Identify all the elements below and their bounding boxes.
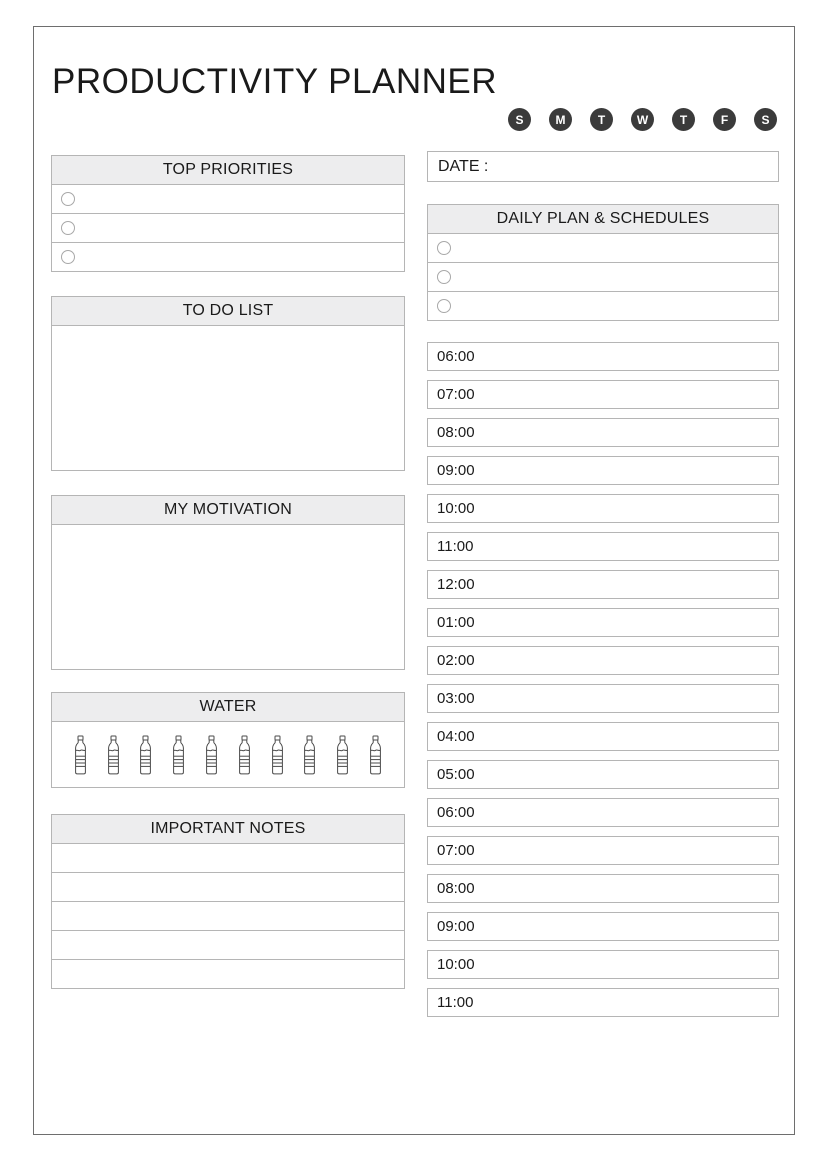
schedule-time-label: 03:00 [437, 690, 475, 707]
schedule-slot[interactable] [427, 418, 779, 447]
checkbox-circle-icon[interactable] [437, 299, 451, 313]
schedule-slot[interactable] [427, 380, 779, 409]
important-note-row[interactable] [51, 873, 405, 902]
schedule-slot[interactable] [427, 684, 779, 713]
schedule-slot[interactable] [427, 950, 779, 979]
schedule-time-label: 10:00 [437, 956, 475, 973]
checkbox-circle-icon[interactable] [437, 270, 451, 284]
schedule-time-label: 11:00 [437, 994, 474, 1011]
top-priorities-rows [51, 185, 405, 272]
spacer [51, 471, 405, 495]
schedule-time-label: 12:00 [437, 576, 475, 593]
schedule-time-label: 06:00 [437, 348, 475, 365]
left-column [51, 155, 405, 989]
schedule-slot[interactable] [427, 798, 779, 827]
schedule-slot[interactable] [427, 722, 779, 751]
schedule-slot[interactable] [427, 836, 779, 865]
schedule-slot[interactable] [427, 988, 779, 1017]
weekday-saturday[interactable]: S [754, 108, 777, 131]
water-bottle-tracker[interactable] [51, 722, 405, 788]
checkbox-circle-icon[interactable] [437, 241, 451, 255]
date-label: DATE : [438, 157, 489, 175]
water-bottle-icon[interactable] [334, 735, 351, 775]
important-note-row[interactable] [51, 844, 405, 873]
spacer [51, 272, 405, 296]
checkbox-circle-icon[interactable] [61, 221, 75, 235]
schedule-slot[interactable] [427, 912, 779, 941]
daily-plan-row[interactable] [427, 292, 779, 321]
water-section [51, 692, 405, 788]
to-do-list-input[interactable] [51, 326, 405, 471]
water-bottle-icon[interactable] [72, 735, 89, 775]
important-note-row[interactable] [51, 902, 405, 931]
water-bottle-icon[interactable] [367, 735, 384, 775]
schedule-time-label: 07:00 [437, 386, 475, 403]
water-bottle-icon[interactable] [301, 735, 318, 775]
schedule-time-label: 05:00 [437, 766, 475, 783]
schedule-time-list [427, 342, 779, 1017]
important-notes-header: IMPORTANT NOTES [51, 814, 405, 844]
schedule-slot[interactable] [427, 342, 779, 371]
schedule-time-label: 04:00 [437, 728, 475, 745]
daily-plan-rows [427, 234, 779, 321]
schedule-time-label: 08:00 [437, 424, 475, 441]
schedule-slot[interactable] [427, 874, 779, 903]
my-motivation-input[interactable] [51, 525, 405, 670]
date-field[interactable] [427, 151, 779, 182]
schedule-time-label: 11:00 [437, 538, 474, 555]
daily-plan-header: DAILY PLAN & SCHEDULES [427, 204, 779, 234]
water-bottle-icon[interactable] [236, 735, 253, 775]
weekday-selector[interactable] [508, 108, 777, 131]
top-priorities-header: TOP PRIORITIES [51, 155, 405, 185]
schedule-slot[interactable] [427, 608, 779, 637]
schedule-slot[interactable] [427, 760, 779, 789]
schedule-time-label: 07:00 [437, 842, 475, 859]
water-header: WATER [51, 692, 405, 722]
weekday-sunday[interactable]: S [508, 108, 531, 131]
weekday-tuesday[interactable]: T [590, 108, 613, 131]
spacer [51, 788, 405, 814]
top-priority-row[interactable] [51, 185, 405, 214]
weekday-monday[interactable]: M [549, 108, 572, 131]
schedule-time-label: 02:00 [437, 652, 475, 669]
water-bottle-icon[interactable] [203, 735, 220, 775]
schedule-slot[interactable] [427, 494, 779, 523]
to-do-list-section [51, 296, 405, 471]
daily-plan-section [427, 204, 779, 321]
weekday-wednesday[interactable]: W [631, 108, 654, 131]
important-notes-section [51, 814, 405, 989]
schedule-time-label: 10:00 [437, 500, 475, 517]
schedule-time-label: 09:00 [437, 918, 475, 935]
schedule-slot[interactable] [427, 570, 779, 599]
schedule-time-label: 01:00 [437, 614, 475, 631]
my-motivation-section [51, 495, 405, 670]
weekday-thursday[interactable]: T [672, 108, 695, 131]
important-notes-rows [51, 844, 405, 989]
spacer [51, 670, 405, 692]
checkbox-circle-icon[interactable] [61, 250, 75, 264]
schedule-slot[interactable] [427, 456, 779, 485]
top-priorities-section [51, 155, 405, 272]
daily-plan-row[interactable] [427, 234, 779, 263]
daily-plan-row[interactable] [427, 263, 779, 292]
important-note-row[interactable] [51, 960, 405, 989]
to-do-list-header: TO DO LIST [51, 296, 405, 326]
water-bottle-icon[interactable] [269, 735, 286, 775]
schedule-time-label: 06:00 [437, 804, 475, 821]
planner-page [33, 26, 795, 1135]
water-bottle-icon[interactable] [105, 735, 122, 775]
water-bottle-icon[interactable] [137, 735, 154, 775]
schedule-slot[interactable] [427, 646, 779, 675]
water-bottle-icon[interactable] [170, 735, 187, 775]
spacer [427, 182, 779, 204]
schedule-slot[interactable] [427, 532, 779, 561]
my-motivation-header: MY MOTIVATION [51, 495, 405, 525]
right-column [427, 151, 779, 1026]
schedule-time-label: 09:00 [437, 462, 475, 479]
important-note-row[interactable] [51, 931, 405, 960]
page-title: PRODUCTIVITY PLANNER [52, 62, 497, 101]
weekday-friday[interactable]: F [713, 108, 736, 131]
checkbox-circle-icon[interactable] [61, 192, 75, 206]
top-priority-row[interactable] [51, 243, 405, 272]
schedule-time-label: 08:00 [437, 880, 475, 897]
top-priority-row[interactable] [51, 214, 405, 243]
